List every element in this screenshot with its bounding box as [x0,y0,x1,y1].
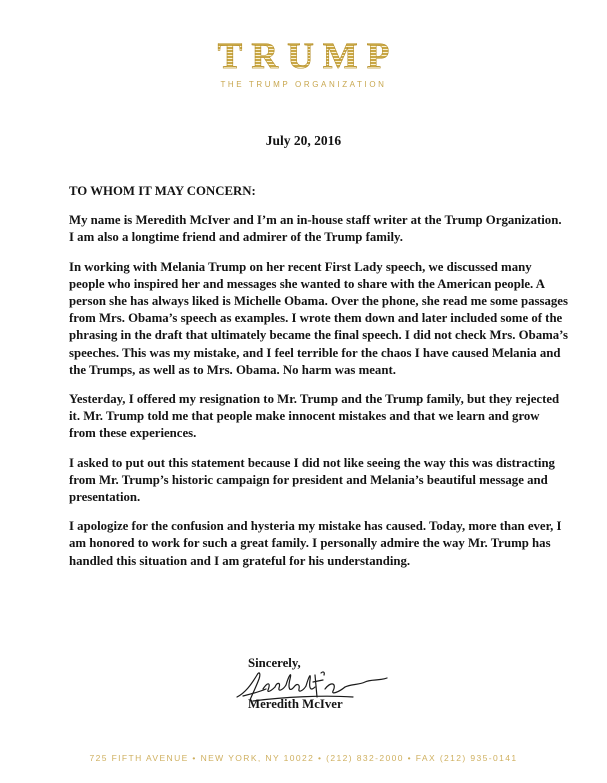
letterhead-footer-address: 725 FIFTH AVENUE • NEW YORK, NY 10022 • (212) 832-2000 • FAX (212) 935-0141 [89,753,518,763]
letterhead [0,38,607,90]
paragraph-apology: I apologize for the confusion and hysteria my mistake has caused. Today, more than ever, I am honored to work for such a great family. I personally admire the way Mr. Trump has handled this situation and I am grateful for his understanding. [69,519,562,568]
paragraph-intro: My name is Meredith McIver and I’m an in-house staff writer at the Trump Organization. I am also a longtime friend and admirer of the Trump family. [69,213,562,245]
paragraph-speech: In working with Melania Trump on her recent First Lady speech, we discussed many people who inspired her and messages she wanted to share with the American people. A person she has always liked is Michelle Obama. Over the phone, she read me some passages from Mrs. Obama’s speech as examples. I wrote them down and later included some of the phrasing in the draft that ultimately became the final speech. I did not check Mrs. Obama’s speeches. This was my mistake, and I feel terrible for the chaos I have caused Melania and the Trumps, as well as to Mrs. Obama. No harm was meant. [69,259,568,377]
letter-date: July 20, 2016 [265,133,342,148]
paragraph-statement: I asked to put out this statement because I did not like seeing the way this was distracting from Mr. Trump’s historic campaign for president and Melania’s beautiful message and presentation. [69,455,555,505]
letter-body [69,183,569,582]
signer-name: Meredith McIver [248,697,343,711]
trump-logo-wordmark: TRUMP [209,38,399,76]
paragraph-resignation: Yesterday, I offered my resignation to Mr. Trump and the Trump family, but they rejected it. Mr. Trump told me that people make innocent mistakes and that we learn and grow from these experiences. [69,392,560,441]
salutation: TO WHOM IT MAY CONCERN: [69,184,256,198]
closing: Sincerely, [248,656,301,670]
organization-subtitle: THE TRUMP ORGANIZATION [220,80,387,89]
